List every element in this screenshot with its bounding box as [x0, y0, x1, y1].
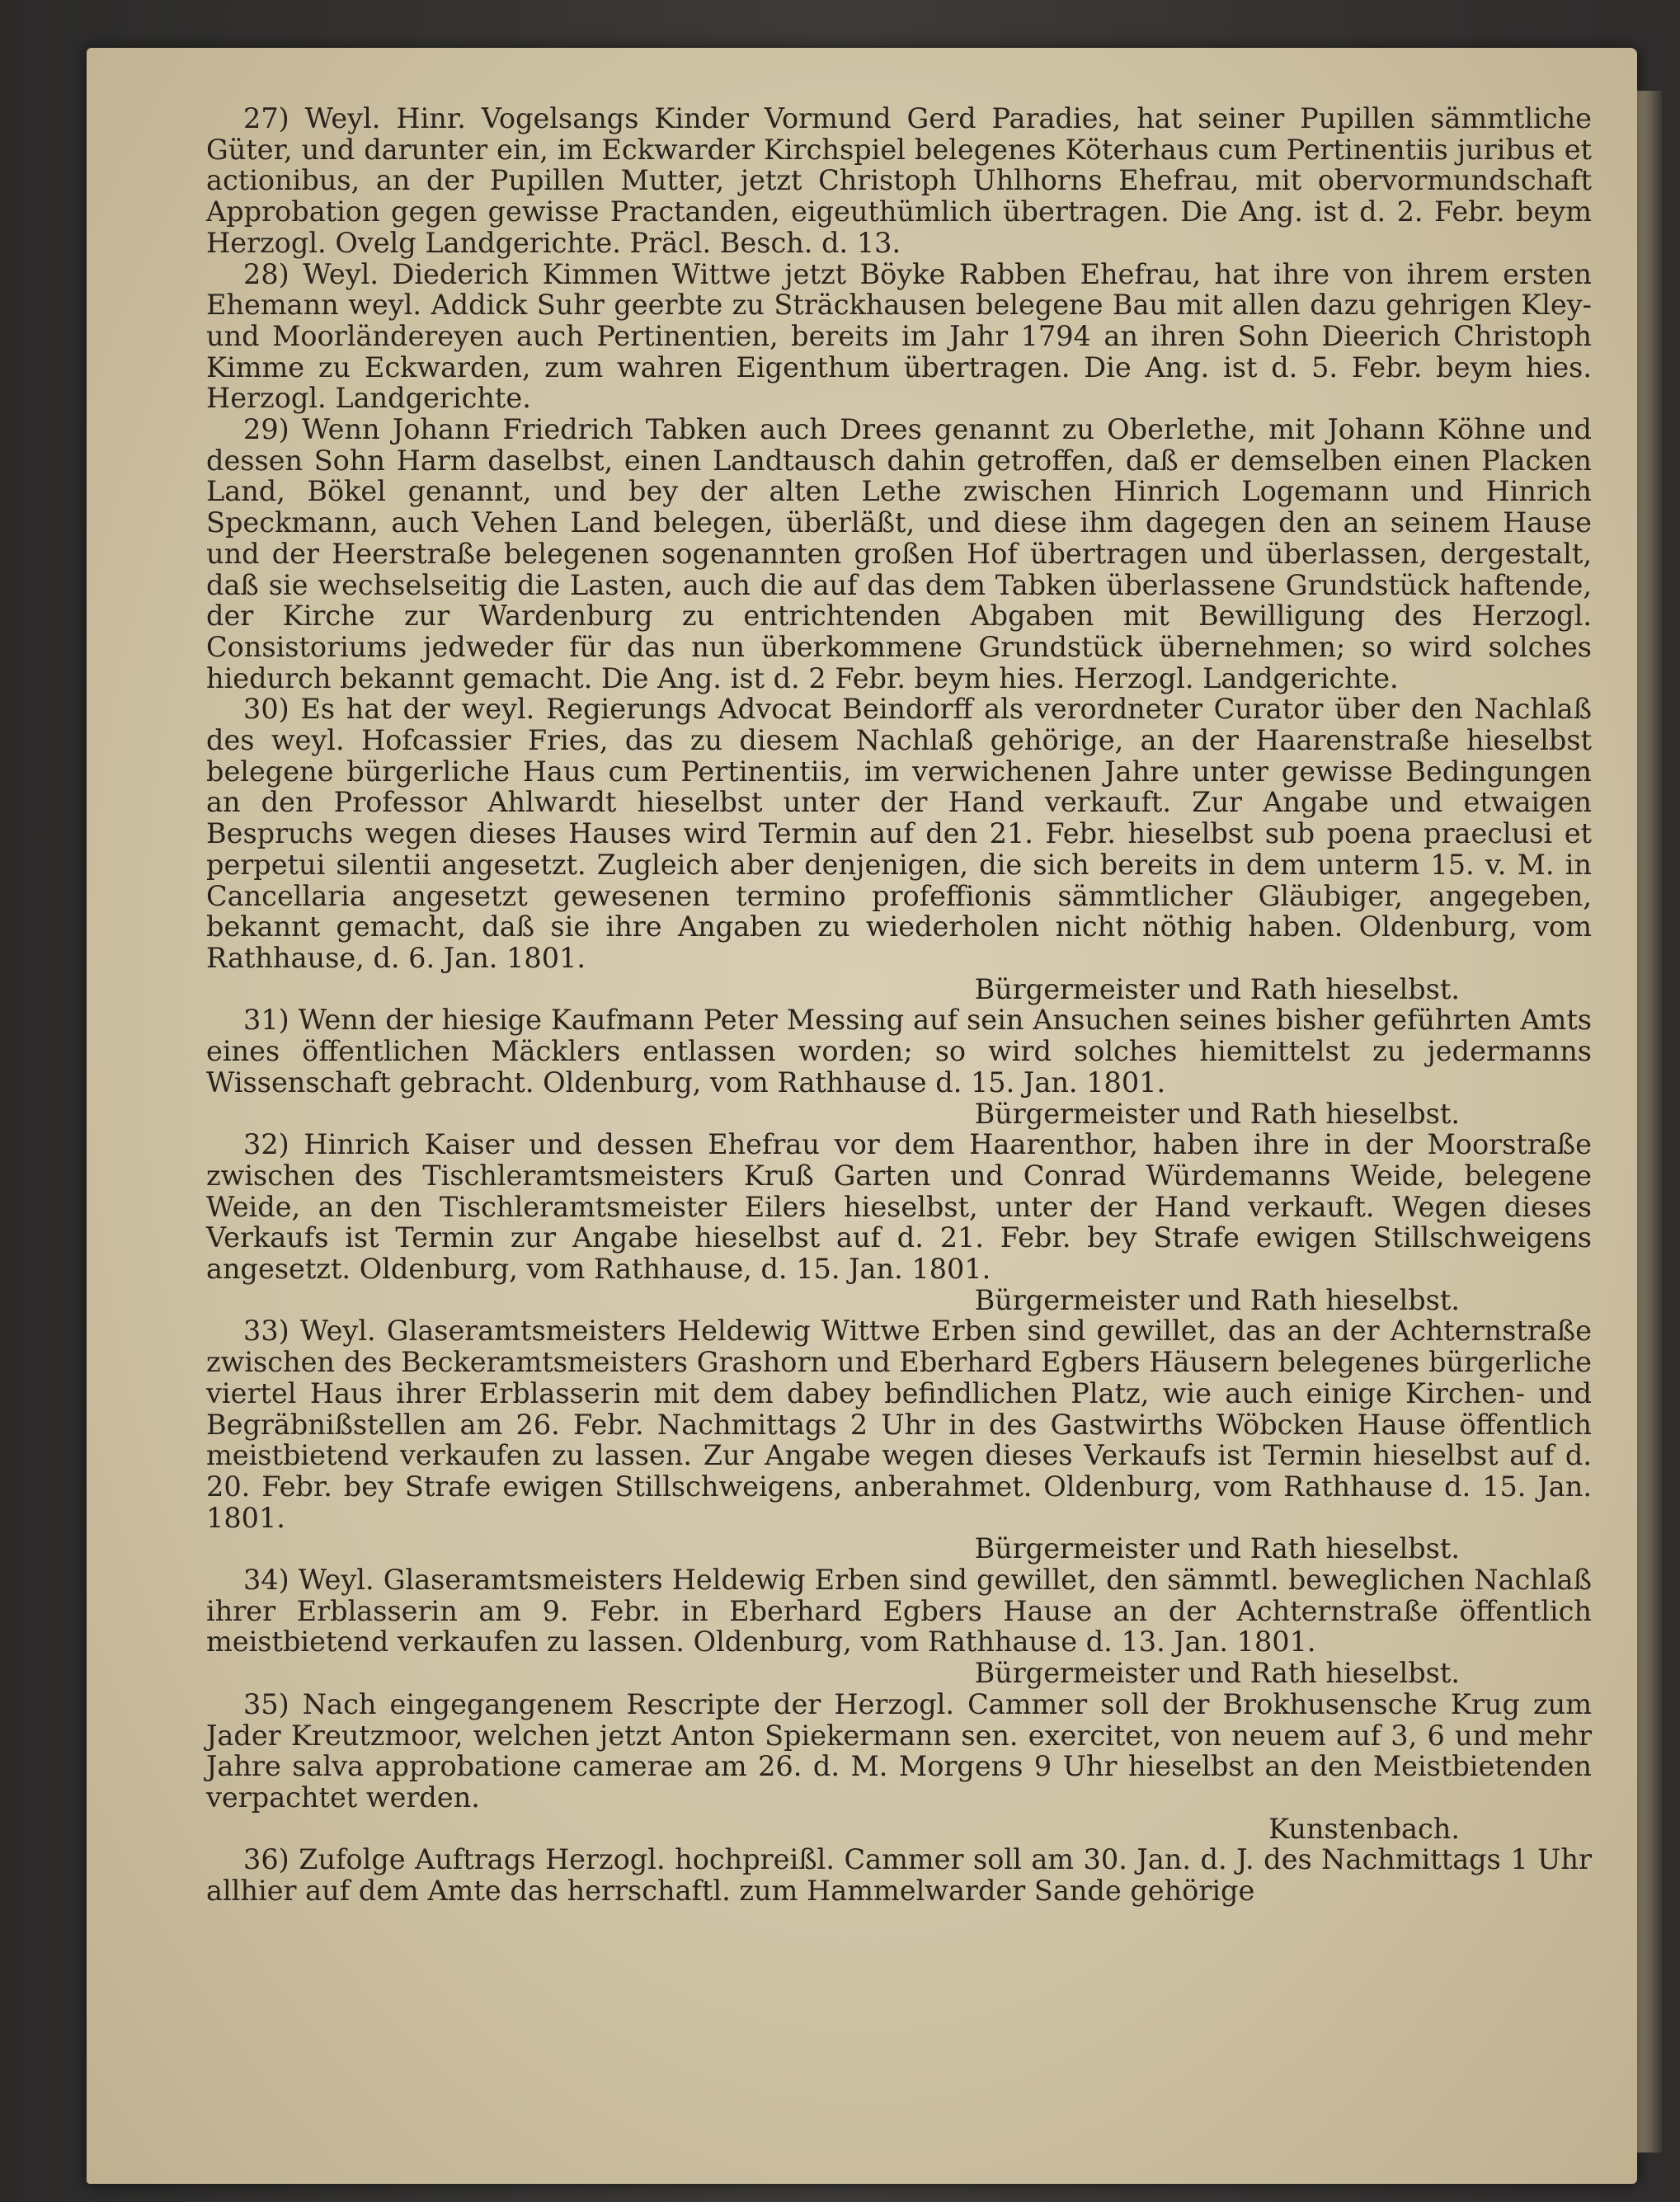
- document-text: [206, 103, 1592, 1907]
- entry-27: 27) Weyl. Hinr. Vogelsangs Kinder Vormund Gerd Paradies, hat seiner Pupillen sämmtliche Güter, und darunter ein, im Eckwarder Kirchspiel belegenes Köterhaus cum Pertinentiis juribus et actionibus, an der Pupillen Mutter, jetzt Christoph Uhlhorns Ehefrau, mit obervormundschaft Approbation gegen gewisse Practanden, eigeuthümlich übertragen. Die Ang. ist d. 2. Febr. beym Herzogl. Ovelg Landgerichte. Präcl. Besch. d. 13.: [206, 102, 1592, 259]
- entry-36: 36) Zufolge Auftrags Herzogl. hochpreißl. Cammer soll am 30. Jan. d. J. des Nachmittags 1 Uhr allhier auf dem Amte das herrschaftl. zum Hammelwarder Sande gehörige: [206, 1843, 1592, 1908]
- signature-31: Bürgermeister und Rath hieselbst.: [974, 1097, 1460, 1130]
- entry-32: 32) Hinrich Kaiser und dessen Ehefrau vor dem Haarenthor, haben ihre in der Moorstraße zwischen des Tischleramtsmeisters Kruß Garten und Conrad Würdemanns Weide, belegene Weide, an den Tischleramtsmeister Eilers hieselbst, unter der Hand verkauft. Wegen dieses Verkaufs ist Termin zur Angabe hieselbst auf d. 21. Febr. bey Strafe ewigen Stillschweigens angesetzt. Oldenburg, vom Rathhause, d. 15. Jan. 1801.: [206, 1128, 1592, 1286]
- signature-30: Bürgermeister und Rath hieselbst.: [974, 972, 1460, 1005]
- entry-34: 34) Weyl. Glaseramtsmeisters Heldewig Erben sind gewillet, den sämmtl. beweglichen Nachlaß ihrer Erblasserin am 9. Febr. in Eberhard Egbers Hause an der Achternstraße öffentlich meistbietend verkaufen zu lassen. Oldenburg, vom Rathhause d. 13. Jan. 1801.: [206, 1564, 1592, 1659]
- entry-30: 30) Es hat der weyl. Regierungs Advocat Beindorff als verordneter Curator über den Nachlaß des weyl. Hofcassier Fries, das zu diesem Nachlaß gehörige, an der Haarenstraße hieselbst belegene bürgerliche Haus cum Pertinentiis, im verwichenen Jahre unter gewisse Bedingungen an den Professor Ahlwardt hieselbst unter der Hand verkauft. Zur Angabe und etwaigen Bespruchs wegen dieses Hauses wird Termin auf den 21. Febr. hieselbst sub poena praeclusi et perpetui silentii angesetzt. Zugleich aber denjenigen, die sich bereits in dem unterm 15. v. M. in Cancellaria angesetzt gewesenen termino profeffionis sämmtlicher Gläubiger, angegeben, bekannt gemacht, daß sie ihre Angaben zu wiederholen nicht nöthig haben. Oldenburg, vom Rathhause, d. 6. Jan. 1801.: [206, 693, 1592, 974]
- entry-28: 28) Weyl. Diederich Kimmen Wittwe jetzt Böyke Rabben Ehefrau, hat ihre von ihrem ersten Ehemann weyl. Addick Suhr geerbte zu Sträckhausen belegene Bau mit allen dazu gehrigen Kley- und Moorländereyen auch Pertinentien, bereits im Jahr 1794 an ihren Sohn Dieerich Christoph Kimme zu Eckwarden, zum wahren Eigenthum übertragen. Die Ang. ist d. 5. Febr. beym hies. Herzogl. Landgerichte.: [206, 257, 1592, 415]
- signature-33: Bürgermeister und Rath hieselbst.: [974, 1532, 1460, 1565]
- signature-35: Kunstenbach.: [1268, 1812, 1460, 1845]
- entry-29: 29) Wenn Johann Friedrich Tabken auch Drees genannt zu Oberlethe, mit Johann Köhne und dessen Sohn Harm daselbst, einen Landtausch dahin getroffen, daß er demselben einen Placken Land, Bökel genannt, und bey der alten Lethe zwischen Hinrich Logemann und Hinrich Speckmann, auch Vehen Land belegen, überläßt, und diese ihm dagegen den an seinem Hause und der Heerstraße belegenen sogenannten großen Hof übertragen und überlassen, dergestalt, daß sie wechselseitig die Lasten, auch die auf das dem Tabken überlassene Grundstück haftende, der Kirche zur Wardenburg zu entrichtenden Abgaben mit Bewilligung des Herzogl. Consistoriums jedweder für das nun überkommene Grundstück übernehmen; so wird solches hiedurch bekannt gemacht. Die Ang. ist d. 2 Febr. beym hies. Herzogl. Landgerichte.: [206, 413, 1592, 694]
- signature-32: Bürgermeister und Rath hieselbst.: [974, 1283, 1460, 1316]
- page-edge: [1637, 91, 1662, 2153]
- entry-31: 31) Wenn der hiesige Kaufmann Peter Messing auf sein Ansuchen seines bisher geführten Amts eines öffentlichen Mäcklers entlassen worden; so wird solches hiemittelst zu jedermanns Wissenschaft gebracht. Oldenburg, vom Rathhause d. 15. Jan. 1801.: [206, 1004, 1592, 1099]
- entry-35: 35) Nach eingegangenem Rescripte der Herzogl. Cammer soll der Brokhusensche Krug zum Jader Kreutzmoor, welchen jetzt Anton Spiekermann sen. exercitet, von neuem auf 3, 6 und mehr Jahre salva approbatione camerae am 26. d. M. Morgens 9 Uhr hieselbst an den Meistbietenden verpachtet werden.: [206, 1687, 1592, 1814]
- entry-33: 33) Weyl. Glaseramtsmeisters Heldewig Wittwe Erben sind gewillet, das an der Achternstraße zwischen des Beckeramtsmeisters Grashorn und Eberhard Egbers Häusern belegenes bürgerliche viertel Haus ihrer Erblasserin mit dem dabey befindlichen Platz, wie auch einige Kirchen- und Begräbnißstellen am 26. Febr. Nachmittags 2 Uhr in des Gastwirths Wöbcken Hause öffentlich meistbietend verkaufen zu lassen. Zur Angabe wegen dieses Verkaufs ist Termin hieselbst auf d. 20. Febr. bey Strafe ewigen Stillschweigens, anberahmet. Oldenburg, vom Rathhause d. 15. Jan. 1801.: [206, 1315, 1592, 1534]
- signature-34: Bürgermeister und Rath hieselbst.: [974, 1657, 1460, 1690]
